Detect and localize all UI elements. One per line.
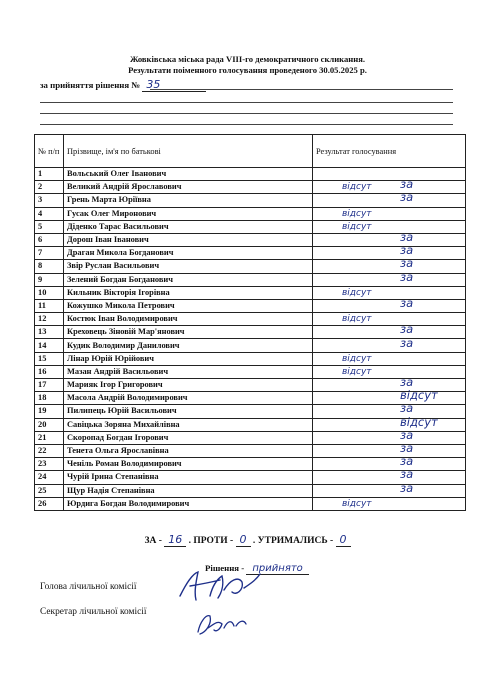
- absent-mark: відсут: [342, 182, 372, 193]
- deputy-name: Пилипець Юрій Васильович: [64, 405, 313, 418]
- row-number: 10: [35, 286, 64, 299]
- table-row: [35, 497, 466, 510]
- row-number: 1: [35, 168, 64, 181]
- vote-result-cell: [313, 313, 466, 326]
- vote-result-cell: [313, 168, 466, 181]
- row-number: 4: [35, 207, 64, 220]
- chair-signature: [172, 566, 264, 606]
- vote-result-cell: [313, 388, 466, 405]
- row-number: 23: [35, 458, 64, 471]
- vote-result-cell: [313, 256, 466, 273]
- deputy-name: Щур Надія Степанівна: [64, 484, 313, 497]
- vote-result-cell: [313, 295, 466, 312]
- row-number: 22: [35, 444, 64, 457]
- vote-result-cell: [313, 497, 466, 510]
- deputy-name: Мазан Андрій Васильович: [64, 365, 313, 378]
- deputy-name: Діденко Тарас Васильович: [64, 220, 313, 233]
- deputy-name: Тенета Ольга Ярославівна: [64, 444, 313, 457]
- vote-mark: за: [400, 269, 414, 284]
- row-number: 18: [35, 392, 64, 405]
- vote-mark: за: [400, 230, 414, 245]
- column-header-number: № п/п: [35, 135, 64, 168]
- table-row: [35, 207, 466, 220]
- blank-line-3: [40, 124, 453, 125]
- tally-abstain-value: 0: [336, 533, 351, 547]
- decision-label: за прийняття рішення №: [40, 80, 141, 90]
- table-row: [35, 273, 466, 286]
- vote-mark: за: [400, 454, 414, 469]
- row-number: 21: [35, 431, 64, 444]
- vote-result-cell: [313, 207, 466, 220]
- vote-result-cell: [313, 441, 466, 457]
- deputy-name: Вольський Олег Іванович: [64, 168, 313, 181]
- tally-for-label: ЗА -: [144, 536, 162, 546]
- row-number: 5: [35, 220, 64, 233]
- chair-label: Голова лічильної комісії: [40, 582, 137, 592]
- vote-mark: за: [400, 322, 414, 337]
- absent-mark: відсут: [342, 287, 372, 298]
- tally-against-label: . ПРОТИ -: [188, 536, 234, 546]
- row-number: 8: [35, 260, 64, 273]
- deputy-name: Ченіль Роман Володимирович: [64, 458, 313, 471]
- vote-mark: за: [400, 295, 414, 310]
- vote-result-cell: [313, 427, 466, 444]
- column-header-name: Прізвище, ім'я по батькові: [64, 135, 313, 168]
- deputy-name: Великий Андрій Ярославович: [64, 181, 313, 194]
- vote-mark: відсут: [400, 414, 438, 429]
- row-number: 25: [35, 484, 64, 497]
- row-number: 26: [35, 497, 64, 510]
- row-number: 17: [35, 379, 64, 392]
- vote-mark: за: [400, 467, 414, 482]
- vote-result-cell: [313, 365, 466, 378]
- row-number: 13: [35, 326, 64, 339]
- header-line-2: Результати поіменного голосування проведеного 30.05.2025 р.: [128, 65, 367, 75]
- vote-result-cell: [313, 414, 466, 431]
- vote-result-cell: [313, 190, 466, 207]
- table-header-row: [35, 135, 466, 168]
- vote-mark: за: [400, 480, 414, 495]
- deputy-name: Савіцька Зоряна Михайлівна: [64, 418, 313, 431]
- vote-mark: за: [400, 401, 414, 416]
- row-number: 19: [35, 405, 64, 418]
- deputy-name: Гусак Олег Миронович: [64, 207, 313, 220]
- vote-mark: за: [400, 243, 414, 258]
- row-number: 16: [35, 365, 64, 378]
- vote-result-cell: [313, 243, 466, 260]
- deputy-name: Кильник Вікторія Ігорівна: [64, 286, 313, 299]
- secretary-signature: [190, 606, 250, 640]
- deputy-name: Масола Андрій Володимирович: [64, 392, 313, 405]
- row-number: 9: [35, 273, 64, 286]
- row-number: 24: [35, 471, 64, 484]
- vote-result-cell: [313, 269, 466, 286]
- vote-result-cell: [313, 467, 466, 484]
- blank-line-2: [40, 113, 453, 114]
- deputy-name: Марияк Ігор Григорович: [64, 379, 313, 392]
- table-row: [35, 484, 466, 497]
- deputy-name: Кудик Володимир Данилович: [64, 339, 313, 352]
- deputy-name: Чурій Ірина Степанівна: [64, 471, 313, 484]
- voting-table: [34, 134, 466, 511]
- vote-mark: відсут: [400, 388, 438, 403]
- vote-result-cell: [313, 322, 466, 339]
- vote-result-cell: [313, 375, 466, 392]
- vote-result-cell: [313, 286, 466, 299]
- absent-mark: відсут: [342, 366, 372, 377]
- tally-for-value: 16: [164, 533, 186, 547]
- vote-mark: за: [400, 375, 414, 390]
- vote-result-cell: [313, 230, 466, 246]
- vote-result-cell: [313, 177, 466, 194]
- vote-result-cell: [313, 454, 466, 471]
- absent-mark: відсут: [342, 353, 372, 364]
- deputy-name: Звір Руслан Васильович: [64, 260, 313, 273]
- deputy-name: Драган Микола Богданович: [64, 247, 313, 260]
- deputy-name: Костюк Іван Володимирович: [64, 313, 313, 326]
- vote-mark: за: [400, 427, 414, 442]
- vote-mark: за: [400, 441, 414, 456]
- table-row: [35, 352, 466, 365]
- deputy-name: Юрдига Богдан Володимирович: [64, 497, 313, 510]
- vote-result-cell: [313, 401, 466, 418]
- table-row: [35, 339, 466, 352]
- absent-mark: відсут: [342, 498, 372, 509]
- absent-mark: відсут: [342, 314, 372, 325]
- row-number: 3: [35, 194, 64, 207]
- table-row: [35, 299, 466, 312]
- row-number: 6: [35, 233, 64, 246]
- tally-against-value: 0: [236, 533, 251, 547]
- absent-mark: відсут: [342, 208, 372, 219]
- result-label: Рішення -: [205, 563, 245, 573]
- header-line-1: Жовківська міська рада VIII-го демократичного скликання.: [129, 54, 366, 64]
- vote-mark: за: [400, 190, 414, 205]
- decision-number: 35: [142, 78, 206, 92]
- deputy-name: Лінар Юрій Юрійович: [64, 352, 313, 365]
- absent-mark: відсут: [342, 221, 372, 232]
- row-number: 7: [35, 247, 64, 260]
- row-number: 12: [35, 313, 64, 326]
- table-row: [35, 194, 466, 207]
- blank-line-1: [40, 102, 453, 103]
- row-number: 14: [35, 339, 64, 352]
- vote-mark: за: [400, 335, 414, 350]
- row-number: 15: [35, 352, 64, 365]
- vote-result-cell: [313, 220, 466, 233]
- secretary-label: Секретар лічильної комісії: [40, 607, 147, 617]
- deputy-name: Зелений Богдан Богданович: [64, 273, 313, 286]
- deputy-name: Грень Марта Юріївна: [64, 194, 313, 207]
- column-header-result: Результат голосування: [313, 135, 466, 168]
- row-number: 2: [35, 181, 64, 194]
- result-value: прийнято: [246, 563, 308, 575]
- deputy-name: Креховець Зіновій Мар'янович: [64, 326, 313, 339]
- vote-mark: за: [400, 177, 414, 192]
- vote-result-cell: [313, 352, 466, 365]
- vote-tally: [0, 533, 495, 546]
- decision-underline: [150, 89, 453, 90]
- deputy-name: Кожушко Микола Петрович: [64, 299, 313, 312]
- row-number: 11: [35, 299, 64, 312]
- vote-result-cell: [313, 335, 466, 352]
- row-number: 20: [35, 418, 64, 431]
- vote-result-cell: [313, 480, 466, 497]
- vote-mark: за: [400, 256, 414, 271]
- deputy-name: Скоропад Богдан Ігорович: [64, 431, 313, 444]
- tally-abstain-label: . УТРИМАЛИСЬ -: [252, 536, 334, 546]
- deputy-name: Дорош Іван Іванович: [64, 233, 313, 246]
